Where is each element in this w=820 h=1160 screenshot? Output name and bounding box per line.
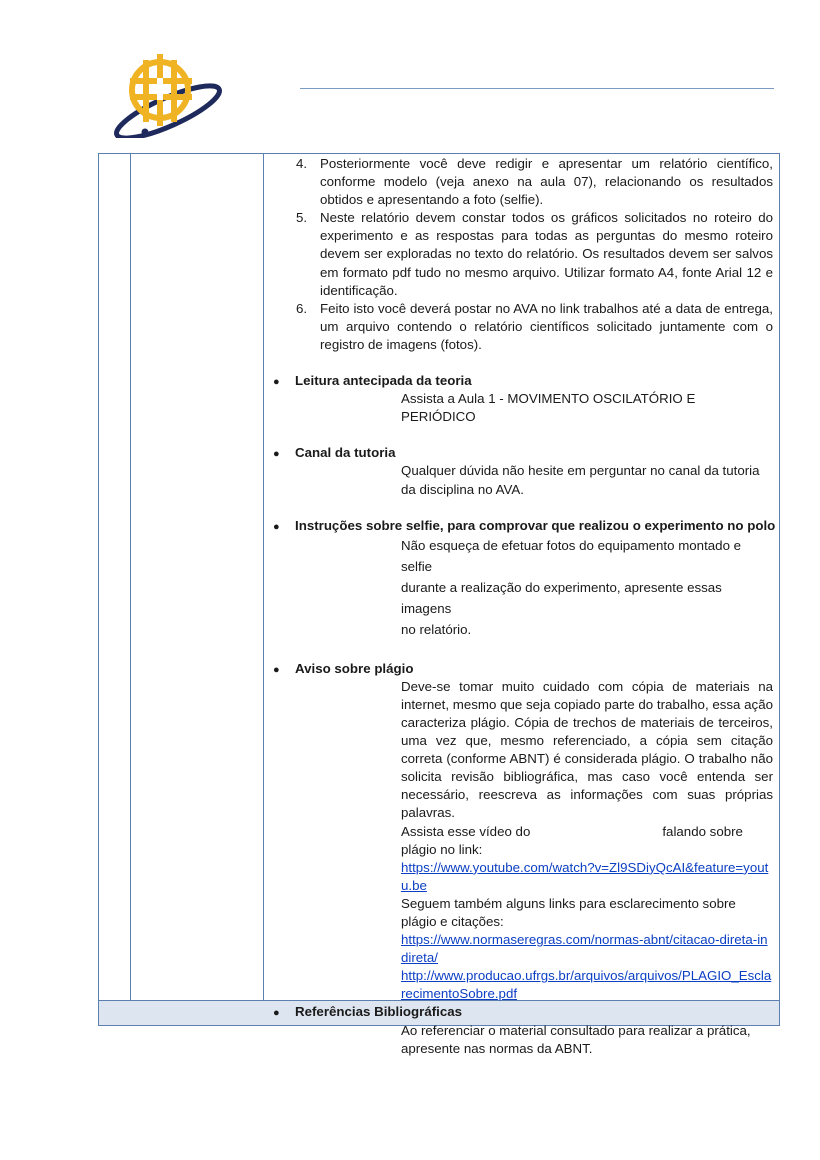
institution-logo — [108, 50, 226, 138]
bullet-icon: ● — [273, 520, 280, 533]
section-title: Aviso sobre plágio — [295, 660, 414, 676]
header-rule — [300, 88, 774, 89]
list-item: 4. Posteriormente você deve redigir e apresentar um relatório científico, conforme modelo (veja anexo na aula 07), relacionando os resultados obtidos e apresentando a foto (selfie). — [296, 156, 773, 208]
list-item: 5. Neste relatório devem constar todos os gráficos solicitados no roteiro do experimento e as respostas para todas as perguntas do mesmo roteiro devem ser exploradas no texto do relatório. Os resultados devem ser salvos em formato pdf tudo no mesmo arquivo. Utilizar formato A4, fonte Arial 12 e identificação. — [296, 210, 773, 298]
youtube-link[interactable]: https://www.youtube.com/watch?v=Zl9SDiyQcAI&feature=youtu.be — [401, 859, 769, 893]
ufrgs-plagio-link[interactable]: http://www.producao.ufrgs.br/arquivos/arquivos/PLAGIO_EsclarecimentoSobre.pdf — [401, 968, 772, 1002]
section-title: Referências Bibliográficas — [295, 1004, 463, 1020]
section-canal: ● Canal da tutoria Qualquer dúvida não hesite em perguntar no canal da tutoria da disciplina no AVA. — [264, 444, 773, 498]
list-item: 6. Feito isto você deverá postar no AVA no link trabalhos até a data de entrega, um arquivo contendo o relatório científicos solicitado juntamente com o registro de imagens (fotos). — [296, 300, 773, 352]
bullet-icon: ● — [273, 1007, 280, 1020]
plagio-paragraph: Deve-se tomar muito cuidado com cópia de materiais na internet, mesmo que seja copiado parte do trabalho, essa ação caracteriza plágio. Cópia de trechos de materiais de terceiros, uma vez que, mesmo referenciado, a cópia sem citação correta (conforme ABNT) é considerada plágio. O trabalho não solicita revisão bibliográfica, mas caso você entenda ser necessário, reescreva as informações com suas próprias palavras. — [401, 678, 773, 821]
video-line: Assista esse vídeo do falando sobre plágio no link: — [401, 823, 743, 857]
bullet-icon: ● — [273, 448, 280, 461]
section-plagio: ● Aviso sobre plágio Deve-se tomar muito cuidado com cópia de materiais na internet, mesmo que seja copiado parte do trabalho, essa ação caracteriza plágio. Cópia de trechos de materiais de terceiros, uma vez que, mesmo referenciado, a cópia sem citação correta (conforme ABNT) é considerada plágio. O trabalho não solicita revisão bibliográfica, mas caso você entenda ser necessário, reescreva as informações com suas próprias palavras. Assista esse vídeo do falando sobre plágio no link: https://www.youtube.com/watch?v=Zl9SDiyQcAI&feature=youtu.be Seguem também alguns links para esclarecimento sobre plágio e citações: https://www.normaseregras.com/normas-abnt/citacao-direta-indireta/ http://www.producao.ufrgs.br/arquivos/arquivos/PLAGIO_EsclarecimentoSobre.pdf — [273, 660, 773, 1002]
content-cell — [264, 155, 776, 1058]
bullet-icon: ● — [273, 663, 280, 676]
section-selfie: ● Instruções sobre selfie, para comprovar que realizou o experimento no polo Não esqueça de efetuar fotos do equipamento montado e selfie durante a realização do experimento, apresente essas imagens no relatório. — [273, 517, 776, 637]
section-referencias: ● Referências Bibliográficas Ao referenciar o material consultado para realizar a prática, apresente nas normas da ABNT. — [264, 1003, 773, 1057]
bullet-icon: ● — [273, 376, 280, 389]
normaseregras-link[interactable]: https://www.normaseregras.com/normas-abnt/citacao-direta-indireta/ — [401, 932, 768, 966]
section-title: Instruções sobre selfie, para comprovar que realizou o experimento no polo — [295, 517, 776, 533]
section-title: Leitura antecipada da teoria — [295, 373, 472, 389]
table-column-divider — [130, 154, 131, 1002]
section-leitura: ● Leitura antecipada da teoria Assista a Aula 1 - MOVIMENTO OSCILATÓRIO E PERIÓDICO — [264, 372, 773, 426]
section-title: Canal da tutoria — [295, 445, 396, 461]
